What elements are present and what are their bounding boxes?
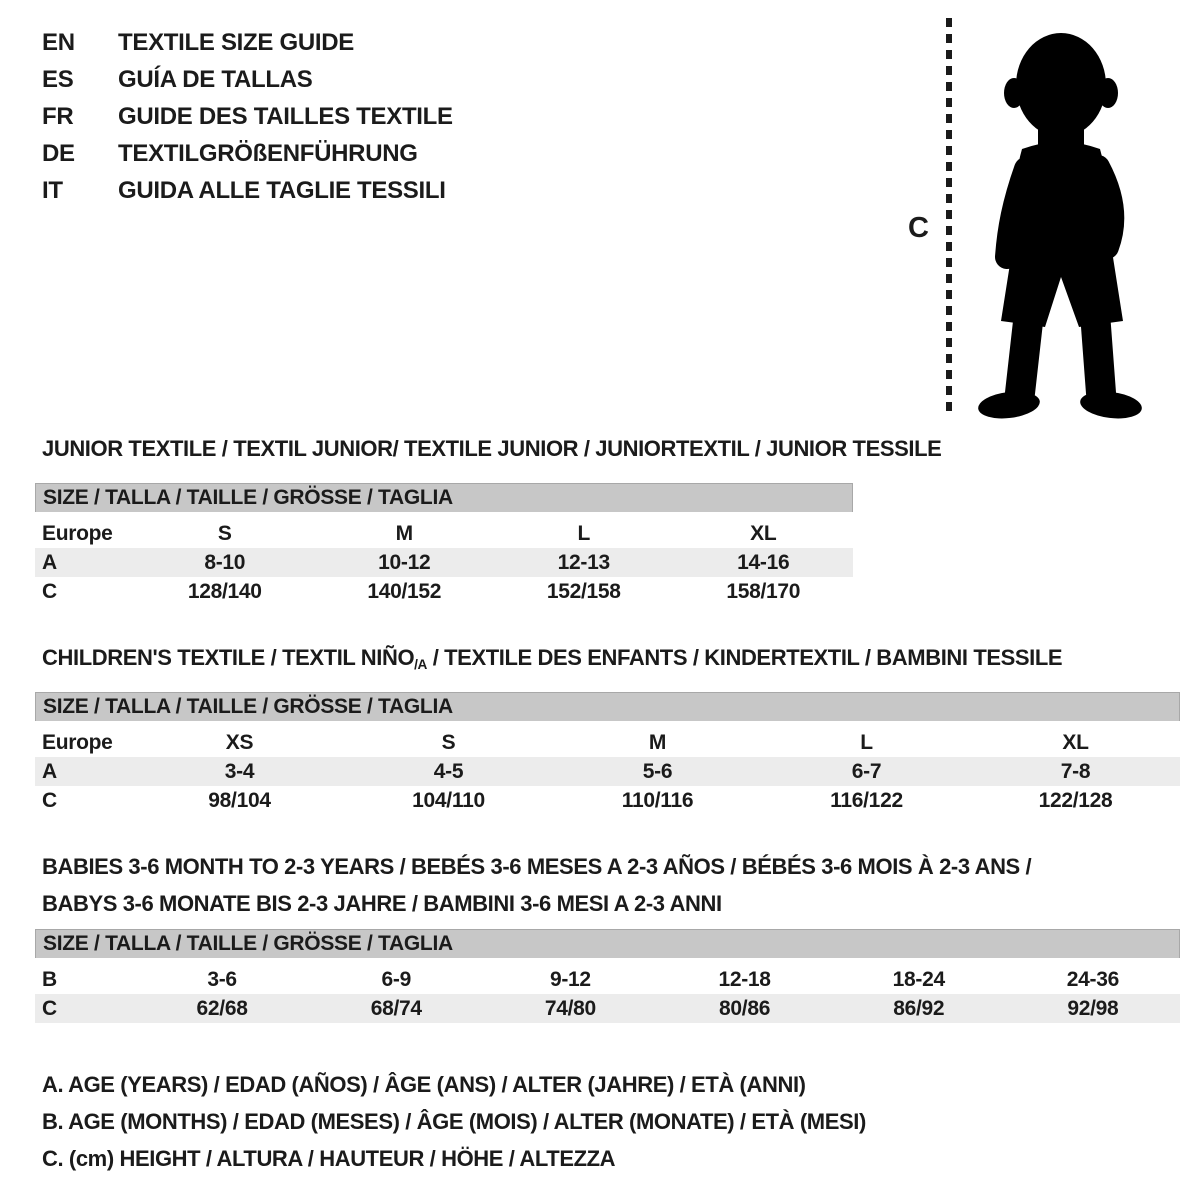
legend-line-b: B. AGE (MONTHS) / EDAD (MESES) / ÂGE (MOIS) / ALTER (MONATE) / ETÀ (MESI) (42, 1109, 866, 1134)
months-value: 24-36 (1066, 967, 1120, 991)
height-value: 104/110 (412, 788, 485, 812)
height-measure-label: C (908, 212, 929, 244)
children-size-col: L (860, 730, 873, 754)
babies-section-title (42, 848, 1031, 922)
children-title-subscript: /A (414, 656, 427, 672)
children-row-height (35, 786, 1180, 815)
height-value: 98/104 (208, 788, 271, 812)
height-value: 158/170 (726, 579, 801, 603)
children-size-col: XL (1062, 730, 1089, 754)
language-title: GUÍA DE TALLAS (118, 66, 313, 93)
children-row-age (35, 757, 1180, 786)
language-row-de (42, 135, 453, 172)
height-value: 80/86 (719, 996, 771, 1020)
children-title-prefix: CHILDREN'S TEXTILE / TEXTIL NIÑO (42, 645, 415, 670)
children-size-header-bar: SIZE / TALLA / TAILLE / GRÖSSE / TAGLIA (35, 692, 1180, 721)
age-value: 3-4 (224, 759, 255, 783)
months-value: 18-24 (892, 967, 945, 991)
language-title: GUIDA ALLE TAGLIE TESSILI (118, 177, 446, 204)
children-columns-row (35, 728, 1180, 757)
age-value: 8-10 (204, 550, 246, 574)
babies-row-height (35, 994, 1180, 1023)
babies-size-header-bar: SIZE / TALLA / TAILLE / GRÖSSE / TAGLIA (35, 929, 1180, 958)
language-list (42, 24, 453, 209)
age-value: 10-12 (378, 550, 431, 574)
legend (42, 1066, 866, 1177)
age-value: 14-16 (737, 550, 790, 574)
height-value: 68/74 (370, 996, 422, 1020)
language-title: TEXTILGRÖßENFÜHRUNG (118, 140, 418, 167)
height-value: 152/158 (546, 579, 621, 603)
months-value: 9-12 (549, 967, 591, 991)
height-value: 92/98 (1067, 996, 1119, 1020)
toddler-silhouette-image (962, 20, 1152, 422)
junior-row-height (35, 577, 853, 606)
language-row-fr (42, 98, 453, 135)
children-title-suffix: / TEXTILE DES ENFANTS / KINDERTEXTIL / BAMBINI TESSILE (427, 645, 1063, 670)
height-value: 116/122 (830, 788, 903, 812)
months-value: 6-9 (381, 967, 411, 991)
junior-size-col: XL (750, 521, 777, 545)
language-code: ES (42, 66, 74, 93)
babies-title-line1: BABIES 3-6 MONTH TO 2-3 YEARS / BEBÉS 3-6 MESES A 2-3 AÑOS / BÉBÉS 3-6 MOIS À 2-3 ANS / (42, 854, 1032, 879)
language-title: TEXTILE SIZE GUIDE (118, 29, 354, 56)
height-value: 128/140 (187, 579, 262, 603)
language-row-it (42, 172, 453, 209)
babies-size-table (35, 929, 1180, 1023)
height-dashed-line (946, 18, 952, 418)
row-label: C (42, 579, 57, 603)
children-section-title (42, 645, 1062, 672)
row-label: C (42, 788, 57, 812)
junior-size-header-bar: SIZE / TALLA / TAILLE / GRÖSSE / TAGLIA (35, 483, 853, 512)
height-value: 140/152 (367, 579, 442, 603)
junior-columns-row (35, 519, 853, 548)
row-label: A (42, 550, 57, 574)
children-region-label: Europe (42, 730, 113, 754)
children-size-col: XS (225, 730, 254, 754)
height-value: 122/128 (1038, 788, 1113, 812)
legend-line-c: C. (cm) HEIGHT / ALTURA / HAUTEUR / HÖHE / ALTEZZA (42, 1146, 616, 1171)
junior-row-age (35, 548, 853, 577)
junior-section-title: JUNIOR TEXTILE / TEXTIL JUNIOR/ TEXTILE JUNIOR / JUNIORTEXTIL / JUNIOR TESSILE (42, 436, 942, 461)
row-label: B (42, 967, 57, 991)
row-label: A (42, 759, 57, 783)
age-value: 7-8 (1060, 759, 1091, 783)
junior-size-col: L (577, 521, 591, 545)
age-value: 12-13 (557, 550, 610, 574)
junior-size-table (35, 483, 853, 606)
height-value: 62/68 (196, 996, 248, 1020)
height-value: 86/92 (893, 996, 945, 1020)
junior-region-label: Europe (42, 521, 113, 545)
height-value: 110/116 (621, 788, 694, 812)
children-size-col: M (648, 730, 667, 754)
children-size-col: S (441, 730, 456, 754)
age-value: 4-5 (433, 759, 464, 783)
months-value: 3-6 (207, 967, 237, 991)
babies-row-months (35, 965, 1180, 994)
age-value: 6-7 (851, 759, 882, 783)
legend-line-a: A. AGE (YEARS) / EDAD (AÑOS) / ÂGE (ANS) / ALTER (JAHRE) / ETÀ (ANNI) (42, 1072, 806, 1097)
children-size-table (35, 692, 1180, 815)
junior-size-col: M (395, 521, 413, 545)
language-code: DE (42, 140, 75, 167)
language-code: EN (42, 29, 75, 56)
junior-size-col: S (217, 521, 232, 545)
language-row-es (42, 61, 453, 98)
language-code: IT (42, 177, 63, 204)
language-row-en (42, 24, 453, 61)
language-title: GUIDE DES TAILLES TEXTILE (118, 103, 453, 130)
row-label: C (42, 996, 57, 1020)
months-value: 12-18 (718, 967, 771, 991)
height-value: 74/80 (544, 996, 596, 1020)
babies-title-line2: BABYS 3-6 MONATE BIS 2-3 JAHRE / BAMBINI 3-6 MESI A 2-3 ANNI (42, 891, 722, 916)
age-value: 5-6 (642, 759, 673, 783)
language-code: FR (42, 103, 74, 130)
